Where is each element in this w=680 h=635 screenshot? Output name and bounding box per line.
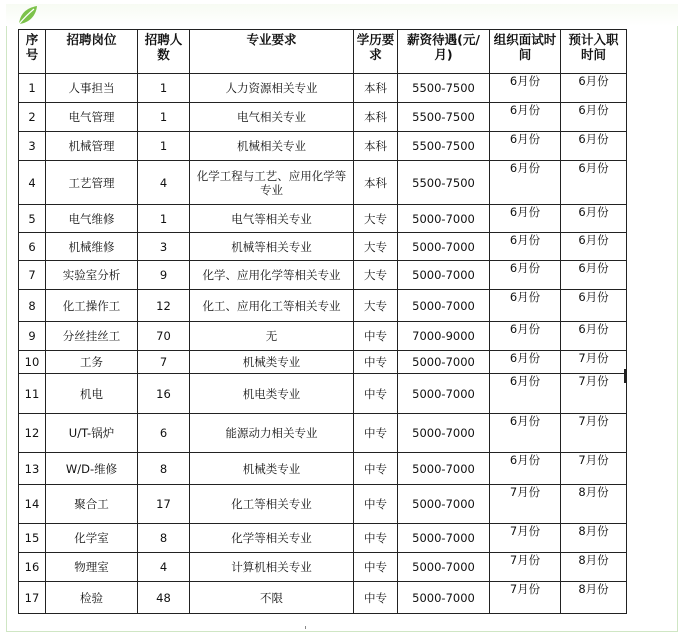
cell-major: 化学等相关专业 bbox=[190, 524, 354, 553]
cell-interview: 6月份 bbox=[490, 351, 561, 374]
cell-count: 1 bbox=[138, 132, 190, 161]
cell-interview: 6月份 bbox=[490, 233, 561, 261]
cell-education: 中专 bbox=[354, 524, 398, 553]
cell-onboard: 6月份 bbox=[561, 290, 627, 322]
cell-major: 机械类专业 bbox=[190, 453, 354, 485]
cell-onboard: 6月份 bbox=[561, 322, 627, 351]
cell-major: 化工等相关专业 bbox=[190, 485, 354, 524]
cell-major: 人力资源相关专业 bbox=[190, 74, 354, 103]
cell-count: 1 bbox=[138, 74, 190, 103]
recruitment-table bbox=[18, 29, 627, 614]
cell-major: 机械等相关专业 bbox=[190, 233, 354, 261]
cell-interview: 6月份 bbox=[490, 261, 561, 290]
cell-no: 10 bbox=[19, 351, 46, 374]
header-no: 序号 bbox=[19, 30, 46, 74]
cell-position: U/T-锅炉 bbox=[46, 414, 138, 453]
cell-onboard: 7月份 bbox=[561, 414, 627, 453]
cell-salary: 5000-7000 bbox=[398, 261, 490, 290]
cell-education: 中专 bbox=[354, 351, 398, 374]
table-row bbox=[19, 233, 627, 261]
table-row bbox=[19, 582, 627, 614]
cell-position: 电气维修 bbox=[46, 205, 138, 233]
cell-no: 17 bbox=[19, 582, 46, 614]
header-count: 招聘人数 bbox=[138, 30, 190, 74]
cell-no: 6 bbox=[19, 233, 46, 261]
cell-salary: 5500-7500 bbox=[398, 103, 490, 132]
cell-salary: 5000-7000 bbox=[398, 351, 490, 374]
cell-count: 4 bbox=[138, 553, 190, 582]
cell-interview: 6月份 bbox=[490, 132, 561, 161]
cell-interview: 7月份 bbox=[490, 485, 561, 524]
header-major: 专业要求 bbox=[190, 30, 354, 74]
cell-no: 16 bbox=[19, 553, 46, 582]
cell-position: 机械管理 bbox=[46, 132, 138, 161]
table-row bbox=[19, 205, 627, 233]
cell-count: 1 bbox=[138, 205, 190, 233]
cell-count: 70 bbox=[138, 322, 190, 351]
table-row bbox=[19, 351, 627, 374]
cell-salary: 5000-7000 bbox=[398, 524, 490, 553]
table-row bbox=[19, 485, 627, 524]
table-row bbox=[19, 261, 627, 290]
cell-position: 物理室 bbox=[46, 553, 138, 582]
cell-position: 工艺管理 bbox=[46, 161, 138, 205]
cell-count: 17 bbox=[138, 485, 190, 524]
frame-header-band bbox=[6, 4, 678, 26]
cell-education: 中专 bbox=[354, 322, 398, 351]
cell-interview: 6月份 bbox=[490, 414, 561, 453]
cell-onboard: 7月份 bbox=[561, 453, 627, 485]
cell-major: 机电类专业 bbox=[190, 374, 354, 414]
cell-count: 6 bbox=[138, 414, 190, 453]
cell-salary: 7000-9000 bbox=[398, 322, 490, 351]
header-education: 学历要求 bbox=[354, 30, 398, 74]
cell-salary: 5000-7000 bbox=[398, 485, 490, 524]
table-row bbox=[19, 103, 627, 132]
cell-no: 7 bbox=[19, 261, 46, 290]
cell-major: 计算机相关专业 bbox=[190, 553, 354, 582]
cell-count: 7 bbox=[138, 351, 190, 374]
cell-major: 无 bbox=[190, 322, 354, 351]
cell-position: 聚合工 bbox=[46, 485, 138, 524]
cell-salary: 5500-7500 bbox=[398, 74, 490, 103]
cell-onboard: 8月份 bbox=[561, 553, 627, 582]
header-salary: 薪资待遇(元/月) bbox=[398, 30, 490, 74]
table-row bbox=[19, 553, 627, 582]
cell-major: 化学工程与工艺、应用化学等专业 bbox=[190, 161, 354, 205]
cell-interview: 7月份 bbox=[490, 553, 561, 582]
cell-major: 机械相关专业 bbox=[190, 132, 354, 161]
cell-interview: 6月份 bbox=[490, 205, 561, 233]
cell-no: 5 bbox=[19, 205, 46, 233]
table-row bbox=[19, 290, 627, 322]
cell-no: 2 bbox=[19, 103, 46, 132]
cell-salary: 5500-7500 bbox=[398, 161, 490, 205]
table-header-row bbox=[19, 30, 627, 74]
cell-major: 化学、应用化学等相关专业 bbox=[190, 261, 354, 290]
cell-education: 中专 bbox=[354, 374, 398, 414]
cell-position: 检验 bbox=[46, 582, 138, 614]
cell-no: 12 bbox=[19, 414, 46, 453]
cell-onboard: 6月份 bbox=[561, 74, 627, 103]
cell-education: 本科 bbox=[354, 161, 398, 205]
cell-major: 不限 bbox=[190, 582, 354, 614]
cell-education: 本科 bbox=[354, 74, 398, 103]
cell-onboard: 7月份 bbox=[561, 351, 627, 374]
cell-position: 电气管理 bbox=[46, 103, 138, 132]
cell-major: 化工、应用化工等相关专业 bbox=[190, 290, 354, 322]
cell-education: 大专 bbox=[354, 290, 398, 322]
cell-no: 14 bbox=[19, 485, 46, 524]
cell-position: 化工操作工 bbox=[46, 290, 138, 322]
cell-interview: 6月份 bbox=[490, 290, 561, 322]
cell-education: 本科 bbox=[354, 103, 398, 132]
cell-position: 机械维修 bbox=[46, 233, 138, 261]
cell-salary: 5000-7000 bbox=[398, 414, 490, 453]
cell-onboard: 8月份 bbox=[561, 524, 627, 553]
cell-interview: 6月份 bbox=[490, 161, 561, 205]
cell-education: 大专 bbox=[354, 233, 398, 261]
cell-salary: 5000-7000 bbox=[398, 582, 490, 614]
cell-position: 化学室 bbox=[46, 524, 138, 553]
table-row bbox=[19, 161, 627, 205]
cell-salary: 5000-7000 bbox=[398, 553, 490, 582]
cell-position: 分丝挂丝工 bbox=[46, 322, 138, 351]
cell-education: 中专 bbox=[354, 582, 398, 614]
table-row bbox=[19, 132, 627, 161]
cell-count: 3 bbox=[138, 233, 190, 261]
cell-no: 13 bbox=[19, 453, 46, 485]
cell-major: 机械类专业 bbox=[190, 351, 354, 374]
leaf-icon bbox=[16, 4, 40, 26]
cell-onboard: 6月份 bbox=[561, 261, 627, 290]
cell-salary: 5000-7000 bbox=[398, 233, 490, 261]
cell-onboard: 8月份 bbox=[561, 582, 627, 614]
cell-salary: 5000-7000 bbox=[398, 205, 490, 233]
cell-interview: 7月份 bbox=[490, 524, 561, 553]
cell-education: 大专 bbox=[354, 261, 398, 290]
header-onboard: 预计入职时间 bbox=[561, 30, 627, 74]
cell-count: 4 bbox=[138, 161, 190, 205]
cell-no: 4 bbox=[19, 161, 46, 205]
table-row bbox=[19, 74, 627, 103]
cell-interview: 6月份 bbox=[490, 103, 561, 132]
cell-interview: 6月份 bbox=[490, 453, 561, 485]
cell-onboard: 6月份 bbox=[561, 132, 627, 161]
table-row bbox=[19, 414, 627, 453]
cell-position: 人事担当 bbox=[46, 74, 138, 103]
cell-major: 能源动力相关专业 bbox=[190, 414, 354, 453]
cell-position: 机电 bbox=[46, 374, 138, 414]
cell-education: 中专 bbox=[354, 414, 398, 453]
cell-salary: 5000-7000 bbox=[398, 453, 490, 485]
cell-onboard: 6月份 bbox=[561, 233, 627, 261]
cell-onboard: 8月份 bbox=[561, 485, 627, 524]
cell-position: 实验室分析 bbox=[46, 261, 138, 290]
cell-no: 11 bbox=[19, 374, 46, 414]
table-row bbox=[19, 453, 627, 485]
cell-no: 1 bbox=[19, 74, 46, 103]
cursor-marker bbox=[624, 369, 626, 383]
page-dot bbox=[305, 626, 306, 629]
cell-interview: 6月份 bbox=[490, 74, 561, 103]
cell-interview: 6月份 bbox=[490, 374, 561, 414]
cell-onboard: 7月份 bbox=[561, 374, 627, 414]
cell-no: 3 bbox=[19, 132, 46, 161]
cell-count: 48 bbox=[138, 582, 190, 614]
cell-salary: 5000-7000 bbox=[398, 290, 490, 322]
cell-education: 本科 bbox=[354, 132, 398, 161]
cell-count: 8 bbox=[138, 524, 190, 553]
cell-salary: 5500-7500 bbox=[398, 132, 490, 161]
table-row bbox=[19, 374, 627, 414]
cell-count: 8 bbox=[138, 453, 190, 485]
cell-no: 15 bbox=[19, 524, 46, 553]
cell-count: 1 bbox=[138, 103, 190, 132]
cell-position: 工务 bbox=[46, 351, 138, 374]
cell-onboard: 6月份 bbox=[561, 103, 627, 132]
cell-interview: 7月份 bbox=[490, 582, 561, 614]
cell-salary: 5000-7000 bbox=[398, 374, 490, 414]
cell-interview: 6月份 bbox=[490, 322, 561, 351]
cell-major: 电气相关专业 bbox=[190, 103, 354, 132]
cell-onboard: 6月份 bbox=[561, 205, 627, 233]
cell-education: 中专 bbox=[354, 453, 398, 485]
header-interview: 组织面试时间 bbox=[490, 30, 561, 74]
cell-count: 9 bbox=[138, 261, 190, 290]
cell-education: 中专 bbox=[354, 553, 398, 582]
cell-education: 中专 bbox=[354, 485, 398, 524]
cell-no: 9 bbox=[19, 322, 46, 351]
cell-count: 12 bbox=[138, 290, 190, 322]
cell-onboard: 6月份 bbox=[561, 161, 627, 205]
cell-major: 电气等相关专业 bbox=[190, 205, 354, 233]
table-row bbox=[19, 524, 627, 553]
cell-count: 16 bbox=[138, 374, 190, 414]
header-position: 招聘岗位 bbox=[46, 30, 138, 74]
cell-no: 8 bbox=[19, 290, 46, 322]
cell-position: W/D-维修 bbox=[46, 453, 138, 485]
table-row bbox=[19, 322, 627, 351]
cell-education: 大专 bbox=[354, 205, 398, 233]
